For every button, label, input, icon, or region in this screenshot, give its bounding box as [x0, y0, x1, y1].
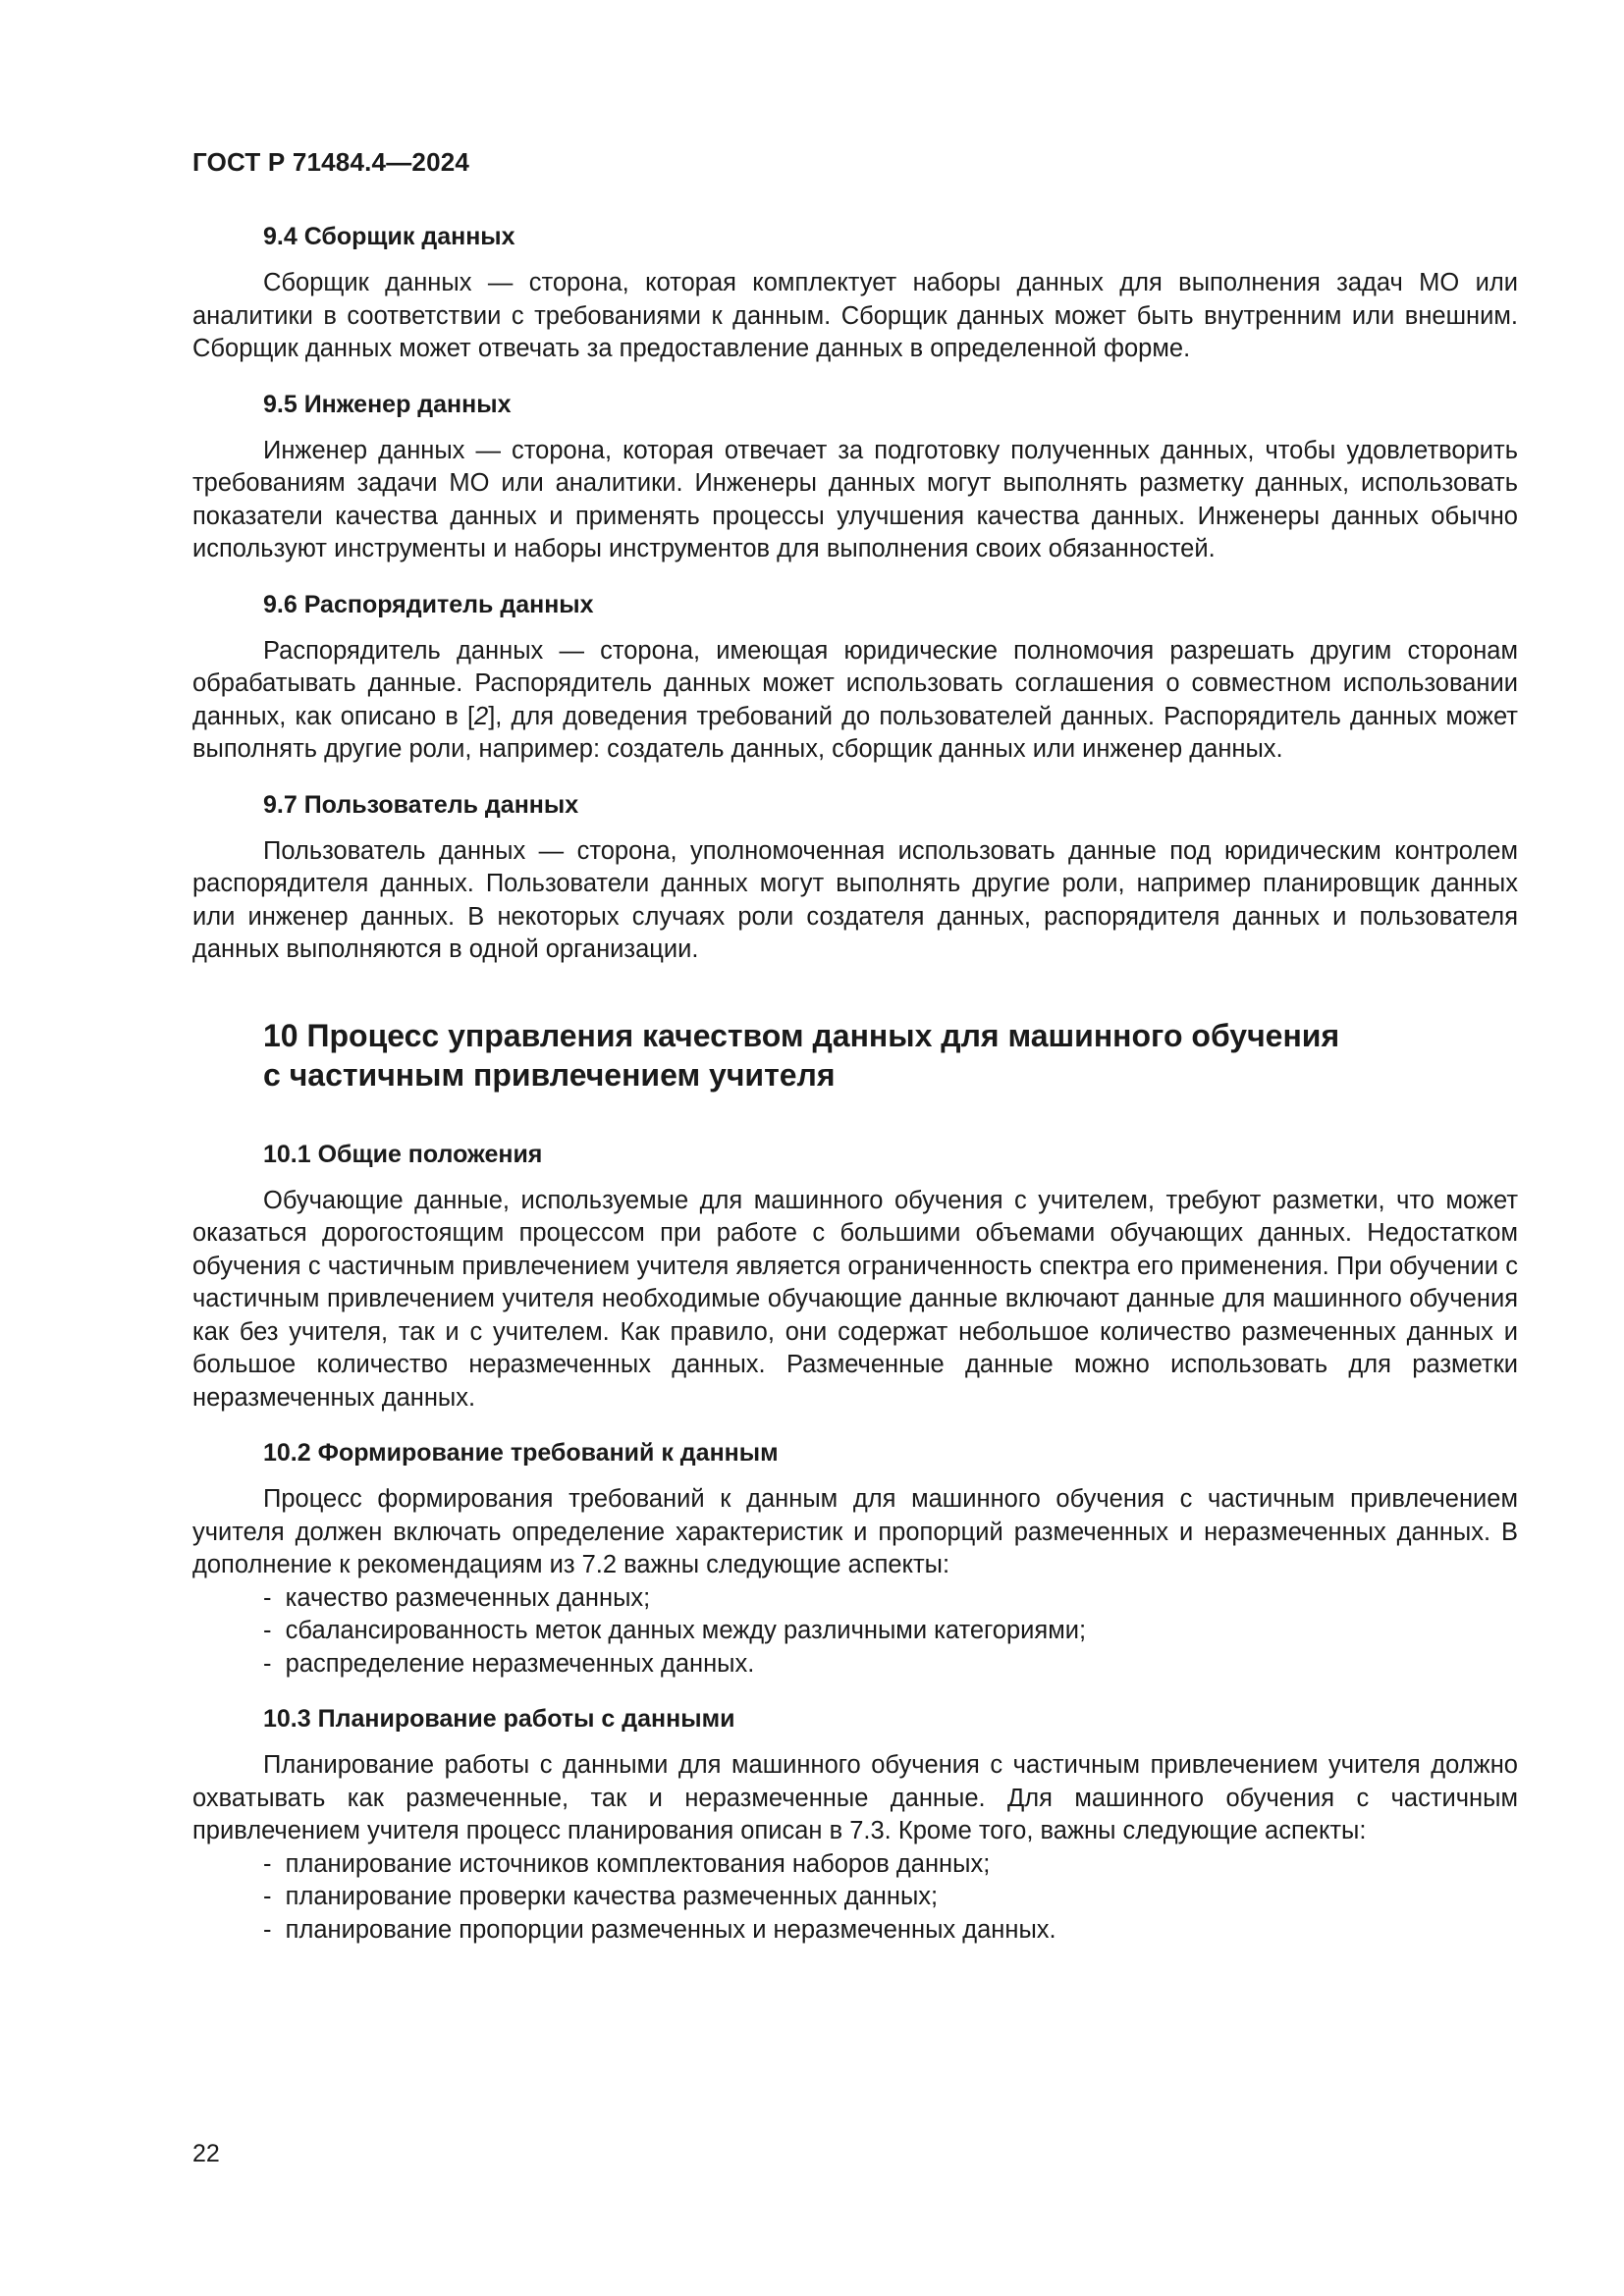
chapter-title-line: 10 Процесс управления качеством данных для машинного обучения: [263, 1017, 1340, 1053]
paragraph-text: ], для доведения требований до пользователей данных. Распорядитель данных может выполнять другие роли, например: создатель данных, сборщик данных или инженер данных.: [192, 702, 1518, 763]
section-heading: 10.3 Планирование работы с данными: [263, 1705, 735, 1733]
list-item: - распределение неразмеченных данных.: [263, 1648, 1518, 1682]
paragraph: Пользователь данных — сторона, уполномоченная использовать данные под юридическим контролем распорядителя данных. Пользователи данных могут выполнять другие роли, например планировщик данных или инженер данных. В некоторых случаях роли создателя данных, распорядителя данных и пользователя данных выполняются в одной организации.: [192, 836, 1518, 963]
section-10-2: [192, 1436, 1518, 1681]
section-heading: 9.5 Инженер данных: [263, 390, 512, 418]
page-number: 22: [192, 2140, 220, 2167]
list-item: - планирование пропорции размеченных и неразмеченных данных.: [263, 1914, 1518, 1948]
paragraph: Обучающие данные, используемые для машинного обучения с учителем, требуют разметки, что может оказаться дорогостоящим процессом при работе с большими объемами обучающих данных. Недостатком обучения с частичным привлечением учителя является ограниченность спектра его применения. При обучении с частичным привлечением учителя необходимые обучающие данные включают данные для машинного обучения как без учителя, так и с учителем. Как правило, они содержат небольшое количество размеченных данных и большое количество неразмеченных данных. Размеченные данные можно использовать для разметки неразмеченных данных.: [192, 1186, 1518, 1412]
section-9-6: [192, 588, 1518, 767]
paragraph: Процесс формирования требований к данным для машинного обучения с частичным привлечением учителя должен включать определение характеристик и пропорций размеченных и неразмеченных данных. В дополнение к рекомендациям из 7.2 важны следующие аспекты:: [192, 1485, 1518, 1578]
bibliography-reference: 2: [474, 702, 489, 730]
list-item: - планирование проверки качества размеченных данных;: [263, 1881, 1518, 1914]
paragraph: [192, 635, 1518, 767]
section-9-5: [192, 388, 1518, 566]
chapter-10-heading: [192, 1016, 1518, 1095]
paragraph-text: Распорядитель данных — сторона, имеющая юридические полномочия разрешать другим сторонам обрабатывать данные. Распорядитель данных может использовать соглашения о совместном использовании данных, как описано в [: [192, 636, 1518, 730]
document-body: [192, 220, 1518, 1968]
bullet-list: [192, 1582, 1518, 1682]
chapter-title-line: с частичным привлечением учителя: [263, 1056, 836, 1093]
paragraph: Планирование работы с данными для машинного обучения с частичным привлечением учителя должно охватывать как размеченные, так и неразмеченные данные. Для машинного обучения с частичным привлечением учителя процесс планирования описан в 7.3. Кроме того, важны следующие аспекты:: [192, 1751, 1518, 1844]
section-10-1: [192, 1138, 1518, 1415]
list-item: - сбалансированность меток данных между различными категориями;: [263, 1615, 1518, 1648]
section-heading: 9.7 Пользователь данных: [263, 790, 579, 819]
list-item: - качество размеченных данных;: [263, 1582, 1518, 1616]
paragraph: Сборщик данных — сторона, которая комплектует наборы данных для выполнения задач МО или аналитики в соответствии с требованиями к данным. Сборщик данных может быть внутренним или внешним. Сборщик данных может отвечать за предоставление данных в определенной форме.: [192, 269, 1518, 362]
list-item: - планирование источников комплектования наборов данных;: [263, 1848, 1518, 1882]
section-heading: 9.4 Сборщик данных: [263, 223, 515, 250]
section-10-3: [192, 1702, 1518, 1947]
bullet-list: [192, 1848, 1518, 1948]
section-heading: 9.6 Распорядитель данных: [263, 590, 594, 618]
section-9-4: [192, 220, 1518, 366]
paragraph: Инженер данных — сторона, которая отвечает за подготовку полученных данных, чтобы удовлетворить требованиям задачи МО или аналитики. Инженеры данных могут выполнять разметку данных, использовать показатели качества данных и применять процессы улучшения качества данных. Инженеры данных обычно используют инструменты и наборы инструментов для выполнения своих обязанностей.: [192, 436, 1518, 562]
section-heading: 10.1 Общие положения: [263, 1140, 543, 1168]
section-heading: 10.2 Формирование требований к данным: [263, 1439, 779, 1467]
document-id-header: ГОСТ Р 71484.4—2024: [192, 147, 470, 177]
section-9-7: [192, 788, 1518, 967]
